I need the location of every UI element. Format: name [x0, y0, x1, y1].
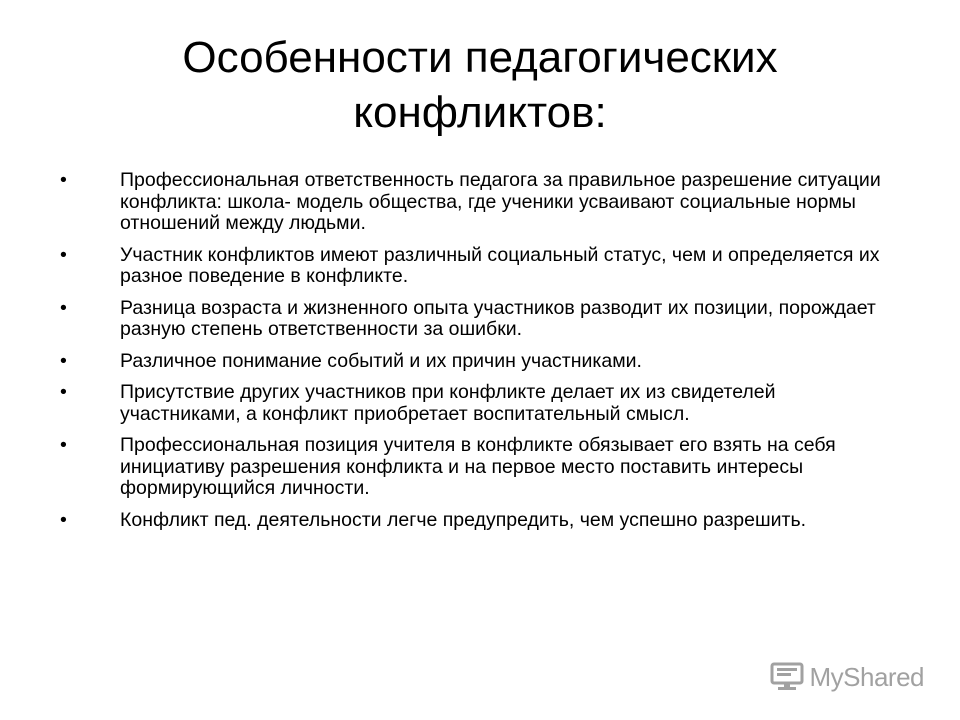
slide-title: Особенности педагогических конфликтов:: [182, 33, 778, 137]
bullet-item: [60, 510, 900, 532]
bullet-icon: •: [60, 434, 67, 456]
bullet-icon: •: [60, 243, 67, 266]
bullet-item: [60, 351, 900, 373]
bullet-text: Профессиональная позиция учителя в конфликте обязывает его взять на себя инициативу разрешения конфликта и на первое место поставить интересы формирующийся личности.: [120, 434, 836, 499]
bullet-item: [60, 382, 900, 425]
bullet-item: [60, 170, 900, 235]
bullet-item: [60, 298, 900, 341]
bullet-icon: •: [60, 349, 67, 372]
bullet-text: Разница возраста и жизненного опыта участников разводит их позиции, порождает разную степень ответственности за ошибки.: [120, 296, 876, 340]
bullet-icon: •: [60, 296, 67, 319]
bullet-text: Различное понимание событий и их причин участниками.: [120, 349, 642, 372]
bullet-text: Конфликт пед. деятельности легче предупредить, чем успешно разрешить.: [120, 508, 807, 531]
bullet-icon: •: [60, 508, 67, 531]
bullet-text: Участник конфликтов имеют различный социальный статус, чем и определяется их разное поведение в конфликте.: [120, 243, 880, 287]
monitor-icon: [770, 662, 804, 692]
bullet-item: [60, 435, 900, 500]
bullet-icon: •: [60, 381, 67, 403]
bullet-text: Присутствие других участников при конфликте делает их из свидетелей участниками, а конфликт приобретает воспитательный смысл.: [120, 381, 776, 425]
watermark-text: MyShared: [809, 662, 924, 692]
watermark-logo: [770, 662, 925, 692]
bullet-list: [60, 170, 900, 541]
bullet-text: Профессиональная ответственность педагога за правильное разрешение ситуации конфликта: школа- модель общества, где ученики усваивают социальные нормы отношений между людьми.: [120, 169, 881, 234]
bullet-item: [60, 245, 900, 288]
bullet-icon: •: [60, 169, 67, 191]
